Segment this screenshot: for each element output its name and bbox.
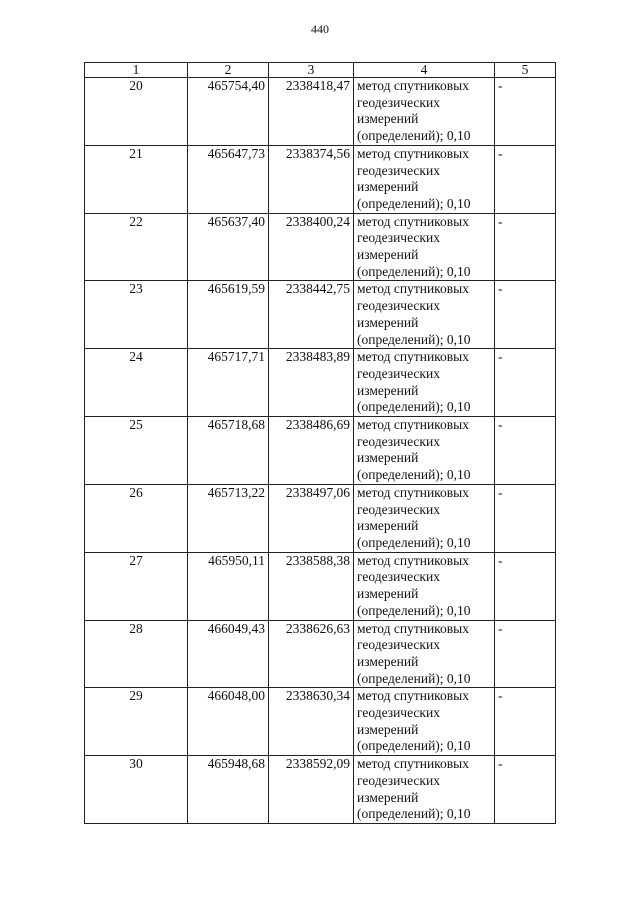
method-line: (определений); 0,10 <box>357 399 471 415</box>
point-number-cell: 30 <box>85 756 188 824</box>
method-line: геодезических <box>357 772 440 788</box>
method-line: измерений <box>357 518 419 534</box>
method-line: измерений <box>357 382 419 398</box>
column-header: 5 <box>495 63 556 78</box>
method-line: (определений); 0,10 <box>357 738 471 754</box>
method-cell <box>354 417 495 485</box>
method-line: (определений); 0,10 <box>357 331 471 347</box>
note-cell: - <box>495 349 556 417</box>
table-row <box>85 688 556 756</box>
y-coordinate-cell: 2338418,47 <box>269 78 354 146</box>
x-coordinate-cell: 466049,43 <box>188 620 269 688</box>
method-line: геодезических <box>357 365 440 381</box>
method-line: (определений); 0,10 <box>357 534 471 550</box>
method-line: измерений <box>357 789 419 805</box>
point-number-cell: 27 <box>85 552 188 620</box>
method-cell <box>354 349 495 417</box>
method-line: измерений <box>357 586 419 602</box>
method-line: метод спутниковых <box>357 688 469 704</box>
point-number-cell: 29 <box>85 688 188 756</box>
method-line: геодезических <box>357 705 440 721</box>
table-row <box>85 484 556 552</box>
table-header-row <box>85 63 556 78</box>
x-coordinate-cell: 465713,22 <box>188 484 269 552</box>
y-coordinate-cell: 2338400,24 <box>269 213 354 281</box>
note-cell: - <box>495 213 556 281</box>
note-cell: - <box>495 281 556 349</box>
x-coordinate-cell: 465948,68 <box>188 756 269 824</box>
x-coordinate-cell: 466048,00 <box>188 688 269 756</box>
table-row <box>85 417 556 485</box>
table-row <box>85 213 556 281</box>
method-cell <box>354 78 495 146</box>
method-line: (определений); 0,10 <box>357 128 471 144</box>
method-line: геодезических <box>357 569 440 585</box>
method-line: геодезических <box>357 637 440 653</box>
method-line: метод спутниковых <box>357 484 469 500</box>
y-coordinate-cell: 2338592,09 <box>269 756 354 824</box>
method-line: (определений); 0,10 <box>357 467 471 483</box>
method-cell <box>354 145 495 213</box>
page-number: 440 <box>311 22 329 36</box>
method-cell <box>354 756 495 824</box>
method-line: геодезических <box>357 230 440 246</box>
x-coordinate-cell: 465754,40 <box>188 78 269 146</box>
y-coordinate-cell: 2338630,34 <box>269 688 354 756</box>
method-line: метод спутниковых <box>357 281 469 297</box>
method-cell <box>354 281 495 349</box>
column-header: 4 <box>354 63 495 78</box>
method-line: измерений <box>357 450 419 466</box>
note-cell: - <box>495 620 556 688</box>
method-line: метод спутниковых <box>357 145 469 161</box>
x-coordinate-cell: 465950,11 <box>188 552 269 620</box>
x-coordinate-cell: 465637,40 <box>188 213 269 281</box>
y-coordinate-cell: 2338442,75 <box>269 281 354 349</box>
point-number-cell: 26 <box>85 484 188 552</box>
note-cell: - <box>495 417 556 485</box>
coordinates-table <box>84 62 556 824</box>
point-number-cell: 21 <box>85 145 188 213</box>
method-cell <box>354 552 495 620</box>
x-coordinate-cell: 465647,73 <box>188 145 269 213</box>
y-coordinate-cell: 2338486,69 <box>269 417 354 485</box>
note-cell: - <box>495 484 556 552</box>
column-header: 3 <box>269 63 354 78</box>
point-number-cell: 22 <box>85 213 188 281</box>
method-line: геодезических <box>357 298 440 314</box>
method-line: (определений); 0,10 <box>357 195 471 211</box>
method-line: (определений); 0,10 <box>357 602 471 618</box>
method-line: метод спутниковых <box>357 552 469 568</box>
table-row <box>85 78 556 146</box>
table-row <box>85 349 556 417</box>
method-cell <box>354 620 495 688</box>
method-line: измерений <box>357 721 419 737</box>
note-cell: - <box>495 688 556 756</box>
method-line: геодезических <box>357 433 440 449</box>
method-line: метод спутниковых <box>357 620 469 636</box>
y-coordinate-cell: 2338626,63 <box>269 620 354 688</box>
point-number-cell: 25 <box>85 417 188 485</box>
x-coordinate-cell: 465717,71 <box>188 349 269 417</box>
method-line: геодезических <box>357 162 440 178</box>
y-coordinate-cell: 2338374,56 <box>269 145 354 213</box>
point-number-cell: 23 <box>85 281 188 349</box>
y-coordinate-cell: 2338588,38 <box>269 552 354 620</box>
method-line: метод спутниковых <box>357 756 469 772</box>
table-row <box>85 756 556 824</box>
method-line: геодезических <box>357 94 440 110</box>
method-line: (определений); 0,10 <box>357 263 471 279</box>
note-cell: - <box>495 756 556 824</box>
method-line: метод спутниковых <box>357 349 469 365</box>
method-line: (определений); 0,10 <box>357 670 471 686</box>
y-coordinate-cell: 2338497,06 <box>269 484 354 552</box>
column-header: 1 <box>85 63 188 78</box>
note-cell: - <box>495 552 556 620</box>
method-line: измерений <box>357 111 419 127</box>
point-number-cell: 28 <box>85 620 188 688</box>
x-coordinate-cell: 465619,59 <box>188 281 269 349</box>
y-coordinate-cell: 2338483,89 <box>269 349 354 417</box>
method-line: (определений); 0,10 <box>357 806 471 822</box>
point-number-cell: 20 <box>85 78 188 146</box>
point-number-cell: 24 <box>85 349 188 417</box>
method-line: метод спутниковых <box>357 417 469 433</box>
x-coordinate-cell: 465718,68 <box>188 417 269 485</box>
note-cell: - <box>495 78 556 146</box>
method-line: геодезических <box>357 501 440 517</box>
method-cell <box>354 213 495 281</box>
table-row <box>85 620 556 688</box>
method-line: метод спутниковых <box>357 213 469 229</box>
table-row <box>85 145 556 213</box>
method-line: измерений <box>357 179 419 195</box>
column-header: 2 <box>188 63 269 78</box>
table-row <box>85 552 556 620</box>
table-row <box>85 281 556 349</box>
method-line: метод спутниковых <box>357 78 469 93</box>
method-line: измерений <box>357 653 419 669</box>
method-line: измерений <box>357 247 419 263</box>
method-line: измерений <box>357 314 419 330</box>
method-cell <box>354 688 495 756</box>
note-cell: - <box>495 145 556 213</box>
method-cell <box>354 484 495 552</box>
